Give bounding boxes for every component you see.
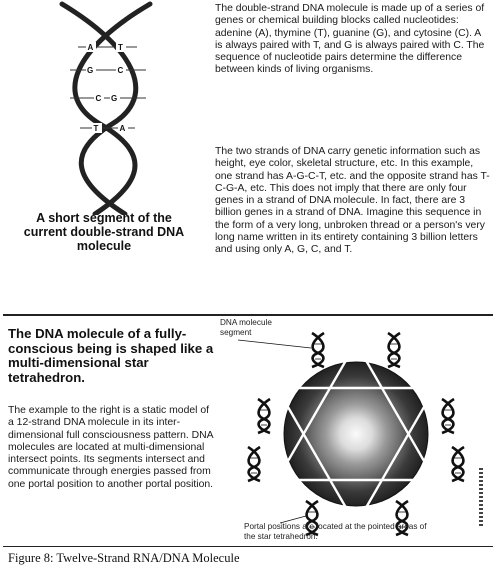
dna-segment-label: DNA molecule segment <box>220 318 272 337</box>
base-right-3: G <box>111 94 118 103</box>
genetic-info-paragraph: The two strands of DNA carry genetic information such as height, eye color, skeletal structure, etc. In this example, one strand has A-G-C-T, etc. and the opposite strand has T-C-G-A, etc. This does not imply that there are only four genes in a strand of DNA molecule. In fact, there are 3 billion genes in a strand of DNA. Imagine this sequence in the form of a very long, unbroken thread or a person's very long name written in its entirety containing 3 billion letters and using only A, G, C, and T. <box>215 146 490 256</box>
base-right-2: C <box>117 66 124 75</box>
edge-mark <box>479 468 483 526</box>
base-left-3: C <box>95 94 102 103</box>
helix-caption: A short segment of the current double-strand DNA molecule <box>23 211 185 253</box>
twelve-strand-paragraph: The example to the right is a static model of a 12-strand DNA molecule in its inter-dimensional full consciousness pattern. DNA molecules are located at multi-dimensional intersect points. Its segments intersect and communicate through energies passed from one portal position to another portal position. <box>8 405 214 490</box>
caption-divider <box>3 546 493 547</box>
dna-segment-icon <box>312 333 324 367</box>
dna-segment-icon <box>452 447 464 481</box>
energy-sphere <box>284 362 428 506</box>
dna-segment-icon <box>258 399 270 433</box>
section-divider <box>3 314 493 316</box>
dna-segment-icon <box>388 333 400 367</box>
base-left-4: T <box>93 124 99 133</box>
base-left-2: G <box>87 66 94 75</box>
helix-strand-left <box>62 4 136 214</box>
base-right-4: A <box>119 124 126 133</box>
portal-positions-label: Portal positions are located at the pointed areas of the star tetrahedron. <box>244 522 427 541</box>
base-right-1: T <box>118 43 123 52</box>
dna-segment-icon <box>248 447 260 481</box>
star-tetrahedron-diagram <box>218 318 488 550</box>
base-left-1: A <box>87 43 94 52</box>
segment-leader-line <box>238 340 311 348</box>
intro-paragraph: The double-strand DNA molecule is made up of a series of genes or chemical building blocks called nucleotides: adenine (A), thymine (T), guanine (G), and cytosine (C). A is always paired with T, and G is always paired with C. The sequence of nucleotide pairs determine the difference between kinds of living organisms. <box>215 3 485 76</box>
double-helix-diagram <box>0 0 210 215</box>
dna-segment-icon <box>442 399 454 433</box>
star-tetrahedron-heading: The DNA molecule of a fully-conscious being is shaped like a multi-dimensional star tetrahedron. <box>8 326 214 385</box>
figure-caption: Figure 8: Twelve-Strand RNA/DNA Molecule <box>8 551 240 565</box>
